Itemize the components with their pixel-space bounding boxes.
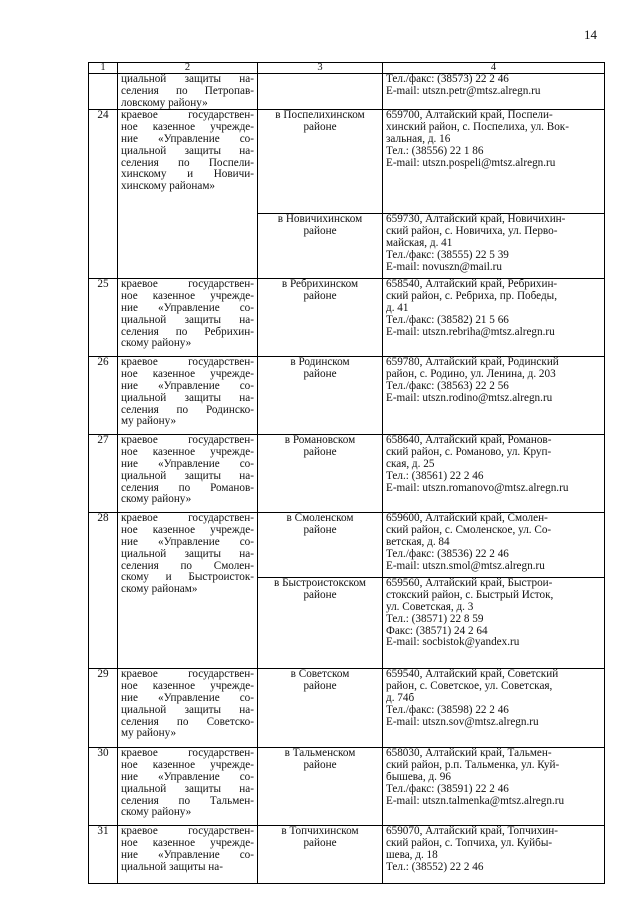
contact-line: Тел.: (38552) 22 2 46 [386, 861, 484, 873]
organization-name-line: циальной защиты на- [121, 782, 254, 795]
contact-line: ская, д. 25 [386, 458, 435, 470]
organization-name-line: циальной защиты на- [121, 144, 254, 157]
district-name [258, 279, 383, 357]
organization-name-line: ное казенное учрежде- [121, 121, 254, 134]
contact-line: 659730, Алтайский край, Новичихин- [386, 214, 566, 226]
district-name-line: в Смоленском [286, 512, 354, 525]
district-name-line: районе [303, 759, 337, 772]
contact-line: ский район, р.п. Тальменка, ул. Куй- [386, 760, 560, 772]
row-number: 25 [89, 279, 118, 357]
district-name-line: в Тальменском [284, 747, 356, 760]
row-number: 30 [89, 748, 118, 826]
table-row [89, 513, 605, 578]
district-name-line: районе [303, 121, 337, 134]
row-number: 31 [89, 826, 118, 884]
district-name [258, 669, 383, 748]
organization-name-line: ние «Управление со- [121, 457, 254, 470]
table-row [89, 826, 605, 884]
organization-name-line: циальной защиты на- [121, 703, 254, 716]
contact-info [383, 279, 605, 357]
organization-name [118, 110, 258, 279]
organization-name-line: селения по Петропав- [121, 84, 254, 97]
page-number: 14 [584, 27, 597, 42]
contact-line: 659540, Алтайский край, Советский [386, 669, 559, 681]
district-name-line: в Топчихинском [281, 825, 359, 838]
organization-name-line: скому районам» [121, 583, 198, 596]
contact-line: 659070, Алтайский край, Топчихин- [386, 826, 559, 838]
contact-line: ский район, с. Топчиха, ул. Куйбы- [386, 838, 553, 850]
contact-line: ул. Советская, д. 3 [386, 601, 474, 613]
offices-table-body [89, 63, 605, 884]
district-name [258, 74, 383, 110]
district-name-line: районе [303, 837, 337, 850]
district-name-line: районе [303, 524, 337, 537]
column-header-3: 3 [258, 63, 383, 74]
district-name-line: в Поспелихинском [275, 109, 365, 122]
row-number: 26 [89, 357, 118, 435]
row-number: 27 [89, 435, 118, 513]
contact-line: E-mail: utszn.talmenka@mtsz.alregn.ru [386, 795, 565, 807]
contact-line: хинский район, с. Поспелиха, ул. Вок- [386, 122, 569, 134]
contact-line: Тел.: (38571) 22 8 59 [386, 613, 484, 625]
contact-line: E-mail: utszn.pospeli@mtsz.alregn.ru [386, 157, 556, 169]
row-number: 24 [89, 110, 118, 279]
organization-name-line: скому району» [121, 806, 192, 819]
column-header-1: 1 [89, 63, 118, 74]
table-row [89, 74, 605, 110]
organization-name-line: селения по Ребрихин- [121, 325, 254, 338]
contact-line: ский район, с. Смоленское, ул. Со- [386, 525, 552, 537]
contact-line: Тел./факс: (38563) 22 2 56 [386, 380, 509, 392]
organization-name-line: селения по Поспели- [121, 156, 254, 169]
contact-line: Тел./факс: (38555) 22 5 39 [386, 249, 509, 261]
contact-info [383, 110, 605, 214]
contact-line: 659700, Алтайский край, Поспели- [386, 110, 553, 122]
organization-name-line: краевое государствен- [121, 356, 254, 369]
contact-line: E-mail: utszn.petr@mtsz.alregn.ru [386, 85, 541, 97]
organization-name-line: ное казенное учрежде- [121, 759, 254, 772]
district-name-line: в Романовском [284, 434, 356, 447]
column-header-2: 2 [118, 63, 258, 74]
district-name-line: в Новичихинском [277, 213, 363, 226]
district-name-line: районе [303, 680, 337, 693]
contact-line: д. 41 [386, 302, 409, 314]
organization-name-line: краевое государствен- [121, 668, 254, 681]
organization-name-line: ное казенное учрежде- [121, 446, 254, 459]
organization-name-line: ние «Управление со- [121, 691, 254, 704]
organization-name-line: селения по Советско- [121, 715, 254, 728]
organization-name-line: ние «Управление со- [121, 132, 254, 145]
contact-line: 659600, Алтайский край, Смолен- [386, 513, 548, 525]
contact-line: ский район, с. Новичиха, ул. Перво- [386, 226, 558, 238]
district-name-line: в Родинском [290, 356, 350, 369]
contact-line: бышева, д. 96 [386, 771, 451, 783]
district-name-line: районе [303, 225, 337, 238]
organization-name-line: ное казенное учрежде- [121, 680, 254, 693]
table-row [89, 110, 605, 214]
organization-name-line: ние «Управление со- [121, 770, 254, 783]
contact-line: 659780, Алтайский край, Родинский [386, 357, 559, 369]
district-name-line: районе [303, 290, 337, 303]
organization-name-line: селения по Родинско- [121, 403, 254, 416]
organization-name-line: ние «Управление со- [121, 379, 254, 392]
organization-name-line: скому и Быстроисток- [121, 571, 254, 584]
organization-name-line: краевое государствен- [121, 434, 254, 447]
organization-name-line: хинскому районам» [121, 180, 216, 193]
contact-info [383, 357, 605, 435]
organization-name-line: циальной защиты на- [121, 391, 254, 404]
contact-line: зальная, д. 16 [386, 133, 451, 145]
column-header-4: 4 [383, 63, 605, 74]
organization-name-line: краевое государствен- [121, 109, 254, 122]
district-name-line: в Ребрихинском [281, 278, 359, 291]
organization-name-line: ное казенное учрежде- [121, 524, 254, 537]
table-header-row [89, 63, 605, 74]
contact-line: шева, д. 18 [386, 849, 438, 861]
table-row [89, 435, 605, 513]
organization-name-line: ние «Управление со- [121, 848, 254, 861]
contact-info [383, 74, 605, 110]
organization-name-line: му району» [121, 415, 177, 428]
organization-name-line: ловскому району» [121, 96, 208, 109]
contact-info [383, 826, 605, 884]
contact-line: майская, д. 41 [386, 237, 453, 249]
contact-line: Тел./факс: (38591) 22 2 46 [386, 783, 509, 795]
organization-name-line: краевое государствен- [121, 512, 254, 525]
organization-name [118, 279, 258, 357]
contact-line: 658540, Алтайский край, Ребрихин- [386, 279, 558, 291]
contact-line: д. 74б [386, 692, 415, 704]
contact-info [383, 214, 605, 279]
contact-line: E-mail: utszn.rebriha@mtsz.alregn.ru [386, 326, 555, 338]
organization-name [118, 748, 258, 826]
contact-line: E-mail: utszn.rodino@mtsz.alregn.ru [386, 392, 553, 404]
contact-line: Тел.: (38561) 22 2 46 [386, 470, 484, 482]
organization-name-line: краевое государствен- [121, 825, 254, 838]
organization-name [118, 357, 258, 435]
table-row [89, 669, 605, 748]
organization-name-line: циальной защиты на- [121, 860, 223, 873]
table-row [89, 357, 605, 435]
contact-info [383, 578, 605, 669]
contact-line: ский район, с. Романово, ул. Круп- [386, 447, 552, 459]
contact-line: E-mail: utszn.smol@mtsz.alregn.ru [386, 560, 545, 572]
organization-name [118, 513, 258, 669]
district-name [258, 214, 383, 279]
organization-name [118, 435, 258, 513]
district-name [258, 110, 383, 214]
contact-line: Тел.: (38556) 22 1 86 [386, 145, 484, 157]
contact-line: район, с. Советское, ул. Советская, [386, 681, 553, 693]
organization-name-line: ное казенное учрежде- [121, 368, 254, 381]
offices-table [88, 62, 605, 884]
district-name [258, 513, 383, 578]
district-name [258, 578, 383, 669]
organization-name-line: селения по Романов- [121, 481, 254, 494]
contact-info [383, 669, 605, 748]
table-row [89, 279, 605, 357]
contact-info [383, 748, 605, 826]
organization-name-line: циальной защиты на- [121, 73, 254, 85]
row-number [89, 74, 118, 110]
organization-name-line: скому району» [121, 493, 192, 506]
organization-name-line: хинскому и Новичи- [121, 168, 254, 181]
district-name-line: районе [303, 446, 337, 459]
organization-name-line: скому району» [121, 337, 192, 350]
contact-line: Факс: (38571) 24 2 64 [386, 625, 488, 637]
organization-name-line: му району» [121, 727, 177, 740]
district-name [258, 357, 383, 435]
district-name [258, 435, 383, 513]
contact-line: E-mail: utszn.sov@mtsz.alregn.ru [386, 716, 539, 728]
district-name [258, 826, 383, 884]
district-name-line: районе [303, 589, 337, 602]
organization-name-line: ние «Управление со- [121, 301, 254, 314]
organization-name-line: ное казенное учрежде- [121, 837, 254, 850]
contact-line: ский район, с. Ребриха, пр. Победы, [386, 291, 557, 303]
organization-name-line: циальной защиты на- [121, 313, 254, 326]
row-number: 29 [89, 669, 118, 748]
organization-name-line: селения по Смолен- [121, 559, 254, 572]
organization-name-line: ние «Управление со- [121, 535, 254, 548]
organization-name [118, 74, 258, 110]
contact-line: E-mail: utszn.romanovo@mtsz.alregn.ru [386, 482, 569, 494]
district-name-line: в Быстроистокском [274, 577, 366, 590]
district-name-line: районе [303, 368, 337, 381]
contact-line: Тел./факс: (38598) 22 2 46 [386, 704, 509, 716]
contact-line: 659560, Алтайский край, Быстрои- [386, 578, 553, 590]
organization-name [118, 669, 258, 748]
table-row [89, 748, 605, 826]
contact-line: Тел./факс: (38573) 22 2 46 [386, 74, 509, 85]
organization-name-line: циальной защиты на- [121, 469, 254, 482]
contact-line: E-mail: socbistok@yandex.ru [386, 637, 520, 649]
contact-line: 658640, Алтайский край, Романов- [386, 435, 552, 447]
organization-name-line: ное казенное учрежде- [121, 290, 254, 303]
organization-name-line: краевое государствен- [121, 278, 254, 291]
district-name-line: в Советском [290, 668, 350, 681]
district-name [258, 748, 383, 826]
contact-line: ветская, д. 84 [386, 536, 450, 548]
organization-name-line: селения по Тальмен- [121, 794, 254, 807]
contact-info [383, 435, 605, 513]
contact-line: стокский район, с. Быстрый Исток, [386, 590, 554, 602]
organization-name [118, 826, 258, 884]
contact-line: Тел./факс: (38536) 22 2 46 [386, 548, 509, 560]
organization-name-line: краевое государствен- [121, 747, 254, 760]
contact-line: район, с. Родино, ул. Ленина, д. 203 [386, 369, 556, 381]
contact-info [383, 513, 605, 578]
contact-line: E-mail: novuszn@mail.ru [386, 261, 502, 273]
contact-line: Тел./факс: (38582) 21 5 66 [386, 314, 509, 326]
row-number: 28 [89, 513, 118, 669]
contact-line: 658030, Алтайский край, Тальмен- [386, 748, 552, 760]
organization-name-line: циальной защиты на- [121, 547, 254, 560]
